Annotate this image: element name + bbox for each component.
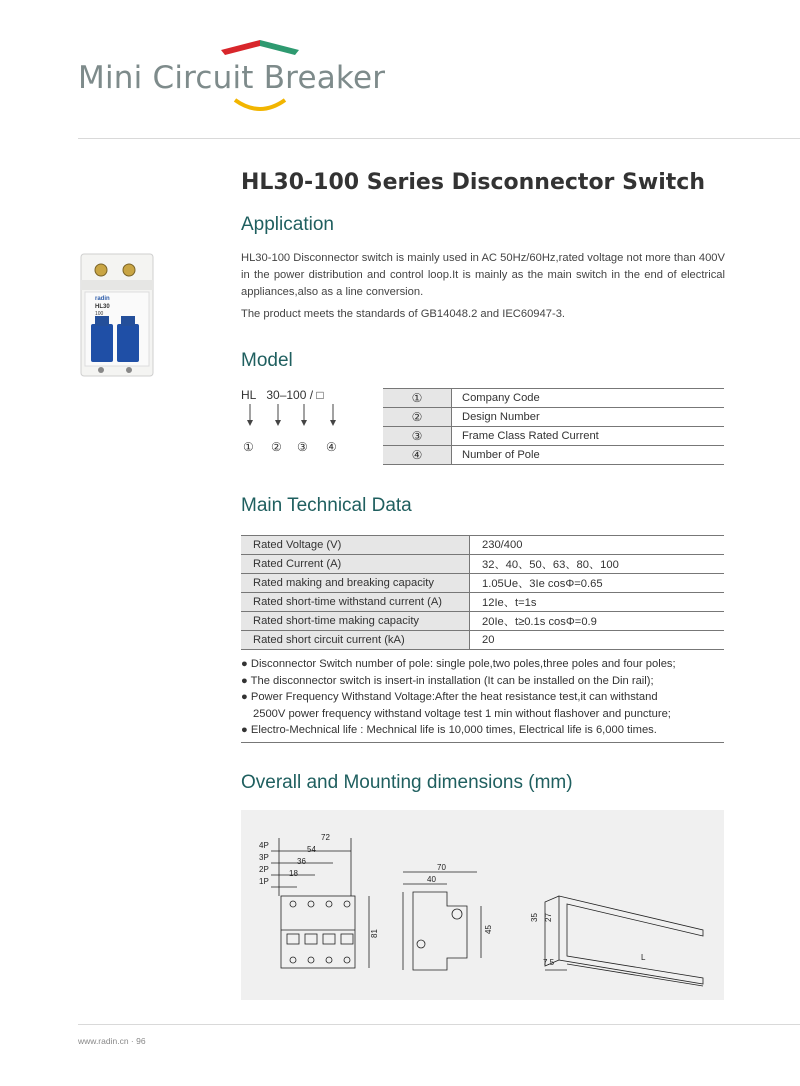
tech-value: 20Ie、t≥0.1s cosΦ=0.9 xyxy=(470,612,725,631)
dimension-drawing-icon xyxy=(241,810,724,1000)
page-title: HL30-100 Series Disconnector Switch xyxy=(241,170,705,195)
svg-text:54: 54 xyxy=(307,845,316,854)
marker-4: ④ xyxy=(326,440,337,454)
model-code-prefix: HL xyxy=(241,388,257,402)
table-row xyxy=(241,555,724,574)
brand-logo-icon xyxy=(215,38,305,118)
svg-text:35: 35 xyxy=(530,913,539,922)
model-code xyxy=(241,388,324,402)
tech-key: Rated making and breaking capacity xyxy=(241,574,470,593)
tech-value: 1.05Ue、3Ie cosΦ=0.65 xyxy=(470,574,725,593)
table-row xyxy=(241,631,724,650)
svg-text:45: 45 xyxy=(484,925,493,934)
tech-bullets xyxy=(241,656,725,739)
product-photo xyxy=(77,252,159,382)
list-item: ● Electro-Mechnical life : Mechnical life is 10,000 times, Electrical life is 6,000 times. xyxy=(241,724,657,736)
svg-text:4P: 4P xyxy=(259,841,269,850)
model-code-box: □ xyxy=(316,388,324,402)
marker-3: ③ xyxy=(297,440,308,454)
footer-divider xyxy=(78,1024,800,1025)
model-num: ② xyxy=(383,408,452,427)
application-heading: Application xyxy=(241,214,334,235)
model-label: Design Number xyxy=(452,408,725,427)
svg-text:7.5: 7.5 xyxy=(543,958,555,967)
svg-text:72: 72 xyxy=(321,833,330,842)
marker-1: ① xyxy=(243,440,254,454)
model-arrows xyxy=(240,404,345,428)
model-table xyxy=(383,388,724,465)
model-code-body: 30–100 / xyxy=(266,388,314,402)
tech-key: Rated Current (A) xyxy=(241,555,470,574)
table-row xyxy=(241,612,724,631)
dimension-drawings xyxy=(241,810,724,1000)
tech-value: 12Ie、t=1s xyxy=(470,593,725,612)
tech-key: Rated short-time withstand current (A) xyxy=(241,593,470,612)
svg-text:3P: 3P xyxy=(259,853,269,862)
tech-heading: Main Technical Data xyxy=(241,495,412,516)
table-row xyxy=(383,427,724,446)
table-row xyxy=(383,408,724,427)
tech-value: 20 xyxy=(470,631,725,650)
tech-table xyxy=(241,535,724,650)
svg-text:81: 81 xyxy=(370,929,379,938)
marker-2: ② xyxy=(271,440,282,454)
model-num: ① xyxy=(383,389,452,408)
svg-text:70: 70 xyxy=(437,863,446,872)
svg-text:2P: 2P xyxy=(259,865,269,874)
tech-value: 230/400 xyxy=(470,536,725,555)
table-row xyxy=(241,593,724,612)
product-model-label: HL30 xyxy=(95,304,110,310)
table-row xyxy=(241,574,724,593)
model-label: Number of Pole xyxy=(452,446,725,465)
model-markers xyxy=(243,440,342,454)
model-label: Company Code xyxy=(452,389,725,408)
svg-text:36: 36 xyxy=(297,857,306,866)
svg-text:18: 18 xyxy=(289,869,298,878)
svg-text:L: L xyxy=(641,953,646,962)
table-row xyxy=(383,389,724,408)
model-num: ③ xyxy=(383,427,452,446)
header-divider xyxy=(78,138,800,139)
product-brand-label: radin xyxy=(95,296,110,302)
dimensions-heading: Overall and Mounting dimensions (mm) xyxy=(241,772,573,793)
tech-key: Rated short-time making capacity xyxy=(241,612,470,631)
svg-text:27: 27 xyxy=(544,913,553,922)
footer-text: www.radin.cn · 96 xyxy=(78,1036,146,1046)
application-description: HL30-100 Disconnector switch is mainly used in AC 50Hz/60Hz,rated voltage not more than 400V in the power distribution and control loop.It is mainly as the main switch in the end of electrical appliances,also as a line conversion. xyxy=(241,252,725,298)
tech-key: Rated short circuit current (kA) xyxy=(241,631,470,650)
bullets-divider xyxy=(241,742,724,743)
model-label: Frame Class Rated Current xyxy=(452,427,725,446)
brand-title: Mini Circuit Breaker xyxy=(78,60,386,96)
table-row xyxy=(383,446,724,465)
list-item: 2500V power frequency withstand voltage test 1 min without flashover and puncture; xyxy=(253,707,671,720)
list-item: ● The disconnector switch is insert-in installation (It can be installed on the Din rail); xyxy=(241,674,654,687)
table-row xyxy=(241,536,724,555)
model-heading: Model xyxy=(241,350,293,371)
product-rating-label: 100 xyxy=(95,311,104,317)
list-item: ● Disconnector Switch number of pole: single pole,two poles,three poles and four poles; xyxy=(241,658,676,670)
tech-value: 32、40、50、63、80、100 xyxy=(470,555,725,574)
svg-text:40: 40 xyxy=(427,875,436,884)
model-num: ④ xyxy=(383,446,452,465)
standards-note: The product meets the standards of GB14048.2 and IEC60947-3. xyxy=(241,308,566,320)
list-item: ● Power Frequency Withstand Voltage:After the heat resistance test,it can withstand xyxy=(241,691,658,703)
tech-key: Rated Voltage (V) xyxy=(241,536,470,555)
svg-text:1P: 1P xyxy=(259,877,269,886)
